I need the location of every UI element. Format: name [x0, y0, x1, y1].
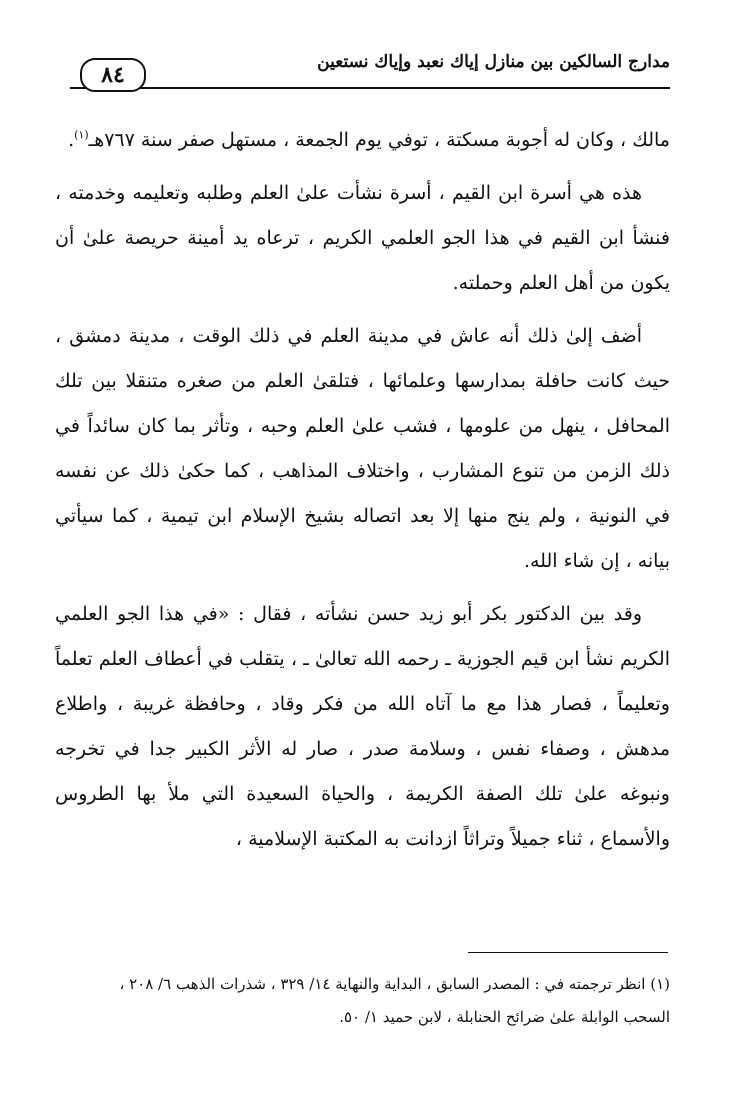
footnotes — [55, 968, 670, 1034]
body-text — [55, 118, 670, 870]
paragraph-3: أضف إلىٰ ذلك أنه عاش في مدينة العلم في ذلك الوقت ، مدينة دمشق ، حيث كانت حافلة بمدارسها وعلمائها ، فتلقىٰ العلم من صغره متنقلا بين تلك المحافل ، ينهل من علومها ، فشب علىٰ العلم وحبه ، وتأثر بما كان سائداً في ذلك الزمن من تنوع المشارب ، واختلاف المذاهب ، كما حكىٰ ذلك عن نفسه في النونية ، ولم ينج منها إلا بعد اتصاله بشيخ الإسلام ابن تيمية ، كما سيأتي بيانه ، إن شاء الله. — [55, 325, 670, 572]
footnote-reference: (١) — [74, 128, 89, 142]
footnote-separator — [468, 952, 668, 953]
paragraph-1-text: مالك ، وكان له أجوبة مسكتة ، توفي يوم الجمعة ، مستهل صفر سنة ٧٦٧هـ — [88, 129, 670, 151]
paragraph-2: هذه هي أسرة ابن القيم ، أسرة نشأت علىٰ العلم وطلبه وتعليمه وخدمته ، فنشأ ابن القيم في هذا الجو العلمي الكريم ، ترعاه يد أمينة حريصة علىٰ أن يكون من أهل العلم وحملته. — [55, 182, 670, 294]
running-header — [70, 48, 670, 92]
footnote-1-line-1: (١) انظر ترجمته في : المصدر السابق ، البداية والنهاية ١٤/ ٣٢٩ ، شذرات الذهب ٦/ ٢٠٨ ، — [119, 975, 670, 993]
footnote-1-line-2: السحب الوابلة علىٰ ضرائح الحنابلة ، لابن حميد ١/ ٥٠. — [339, 1008, 670, 1026]
page-number: ٨٤ — [80, 58, 146, 92]
paragraph-1-end: . — [68, 129, 75, 151]
paragraph-4: وقد بين الدكتور بكر أبو زيد حسن نشأته ، فقال : «في هذا الجو العلمي الكريم نشأ ابن قيم الجوزية ـ رحمه الله تعالىٰ ـ ، يتقلب في أعطاف العلم تعلماً وتعليماً ، فصار هذا مع ما آتاه الله من فكر وقاد ، وحافظة غريبة ، واطلاع مدهش ، وصفاء نفس ، وسلامة صدر ، صار له الأثر الكبير جدا في تخرجه ونبوغه علىٰ تلك الصفة الكريمة ، والحياة السعيدة التي ملأ بها الطروس والأسماع ، ثناء جميلاً وتراثاً ازدانت به المكتبة الإسلامية ، — [55, 603, 670, 850]
header-rule — [70, 87, 670, 89]
paragraph-1 — [55, 118, 670, 163]
running-title: مدارج السالكين بين منازل إياك نعبد وإياك نستعين — [317, 52, 670, 72]
